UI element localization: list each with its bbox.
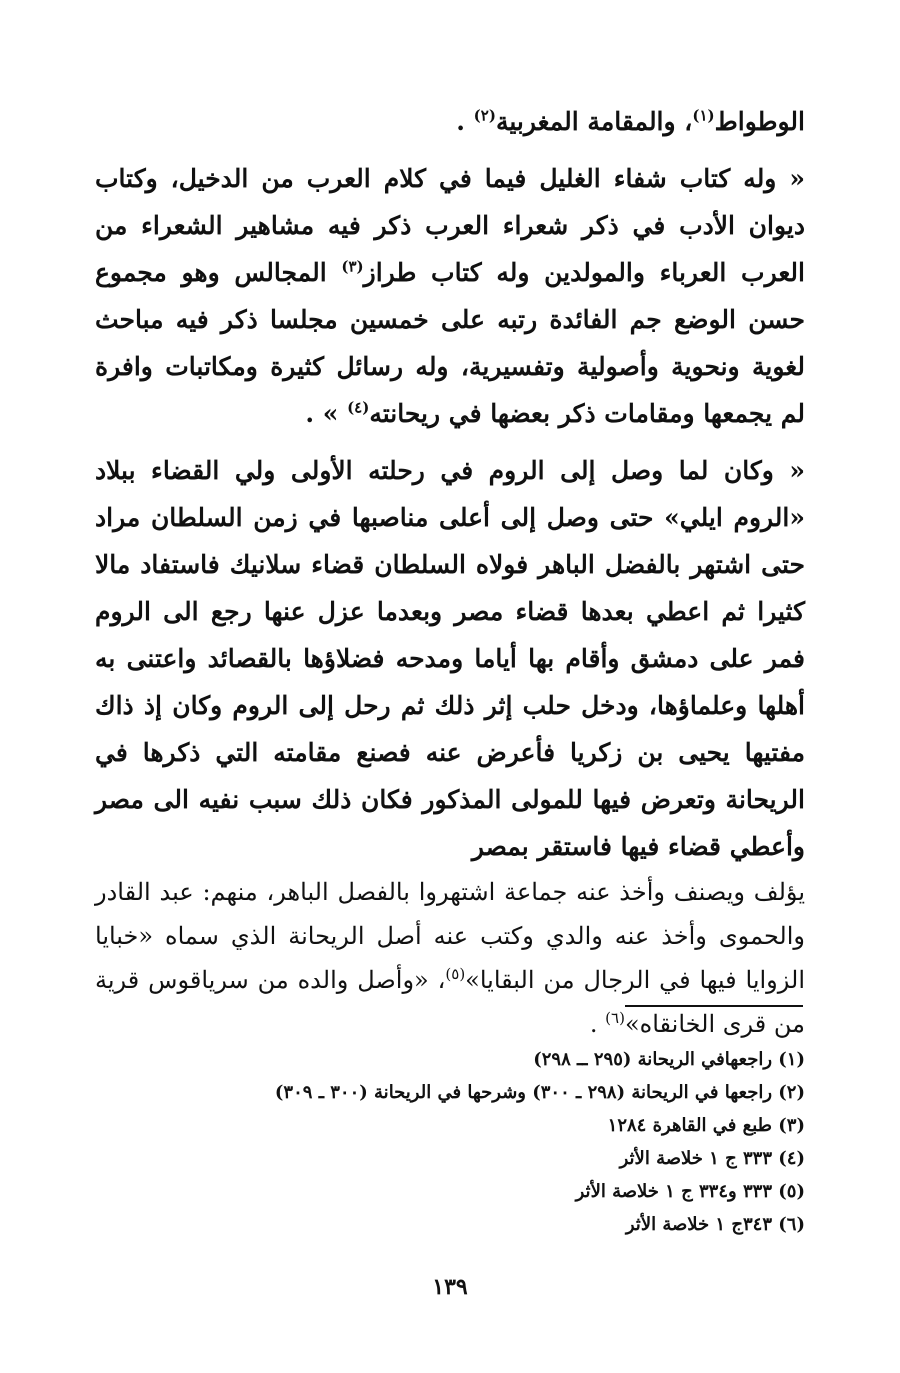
footnote-ref-6: (٦) xyxy=(605,1009,625,1027)
footnote-1: (١) راجعهافي الريحانة (٢٩٥ ــ ٢٩٨) xyxy=(533,1049,805,1070)
footnote-ref-2: (٢) xyxy=(473,106,496,125)
paragraph-4-text-a: يؤلف ويصنف وأخذ عنه جماعة اشتهروا بالفصل الباهر، منهم: عبد القادر والحموى وأخذ عنه والدي وكتب عنه أصل الريحانة الذي سماه «خبايا الزوايا فيها في الرجال من البقايا» xyxy=(95,878,806,994)
paragraph-2 xyxy=(95,155,805,437)
page-number: ١٣٩ xyxy=(432,1274,468,1300)
paragraph-2-text-b: المجالس وهو مجموع حسن الوضع جم الفائدة رتبه على خمسين مجلسا ذكر فيه مباحث لغوية ونحوية وأصولية وتفسيرية، وله رسائل كثيرة ومكاتبات وافرة لم يجمعها ومقامات ذكر بعضها في ريحانته xyxy=(95,258,805,428)
footnote-6: (٦) ٣٤٣ج ١ خلاصة الأثر xyxy=(625,1214,805,1235)
paragraph-3: « وكان لما وصل إلى الروم في رحلته الأولى ولي القضاء ببلاد «الروم ايلي» حتى وصل إلى أعلى مناصبها في زمن السلطان مراد حتى اشتهر بالفضل الباهر فولاه السلطان قضاء سلانيك فاستفاد مالا كثيرا ثم اعطي بعدها قضاء مصر وبعدما عزل عنها رجع الى الروم فمر على دمشق وأقام بها أياما ومدحه فضلاؤها بالقصائد واعتنى به أهلها وعلماؤها، ودخل حلب إثر ذلك ثم رحل إلى الروم وكان إذ ذاك مفتيها يحيى بن زكريا فأعرض عنه فصنع مقامته التي ذكرها في الريحانة وتعرض فيها للمولى المذكور فكان ذلك سبب نفيه الى مصر وأعطي قضاء فيها فاستقر بمصر xyxy=(95,456,805,861)
footnote-ref-5: (٥) xyxy=(445,965,466,983)
paragraph-1-text-a: الوطواط xyxy=(714,107,805,136)
footnote-ref-4: (٤) xyxy=(347,398,370,417)
body-text xyxy=(95,98,805,1046)
paragraph-4-text-c: . xyxy=(589,1010,606,1038)
paragraph-2-text-a: « وله كتاب شفاء الغليل فيما في كلام العرب من الدخيل، وكتاب ديوان الأدب في ذكر شعراء العرب ذكر فيه مشاهير الشعراء من العرب العرباء والمولدين وله كتاب طراز xyxy=(95,164,805,287)
footnote-3: (٣) طبع في القاهرة ١٢٨٤ xyxy=(607,1115,805,1136)
paragraph-4 xyxy=(95,870,805,1046)
footnotes-list xyxy=(205,1043,805,1241)
footnote-5: (٥) ٣٣٣ و٣٣٤ ج ١ خلاصة الأثر xyxy=(575,1181,805,1202)
footnote-ref-3: (٣) xyxy=(341,257,364,276)
paragraph-2-text-c: » . xyxy=(305,399,348,428)
footnote-2: (٢) راجعها في الريحانة (٢٩٨ ـ ٣٠٠) وشرحها في الريحانة (٣٠٠ ـ ٣٠٩) xyxy=(274,1082,805,1103)
footnote-4: (٤) ٣٣٣ ج ١ خلاصة الأثر xyxy=(619,1148,805,1169)
paragraph-4-text-b: ، «وأصل والده من سرياقوس قرية من قرى الخانقاه» xyxy=(95,966,805,1038)
paragraph-1 xyxy=(95,98,805,145)
footnote-ref-1: (١) xyxy=(692,106,715,125)
paragraph-1-text-c: . xyxy=(456,107,474,136)
paragraph-1-text-b: ، والمقامة المغربية xyxy=(495,107,693,136)
footnote-separator xyxy=(625,1005,803,1007)
